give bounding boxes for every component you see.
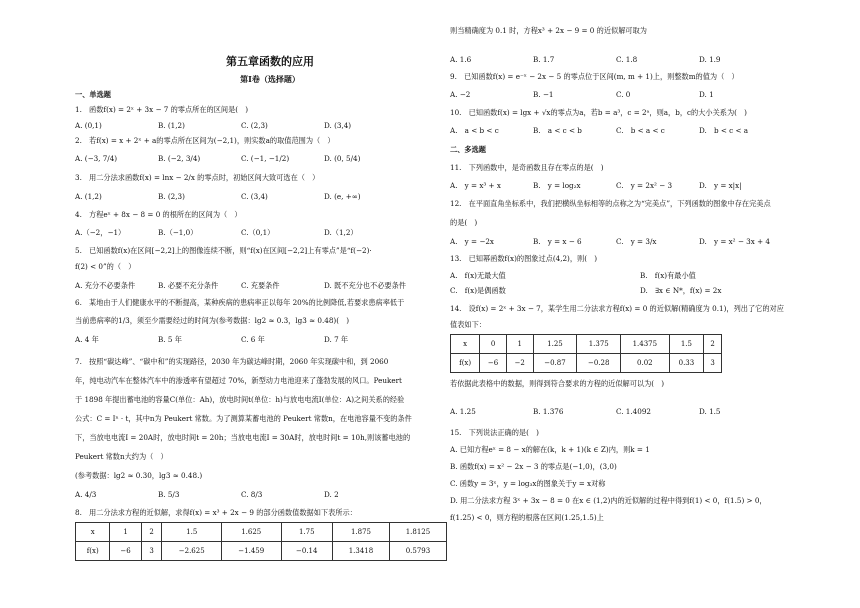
table-row <box>76 523 447 542</box>
table-cell: 1.875 <box>332 523 389 542</box>
question-5-line-1: 5. 已知函数f(x)在区间[−2,2]上的图像连续不断，则“f(x)在区间[−2,2]上有零点”是“f(−2)· <box>75 246 372 255</box>
table-cell: −0.87 <box>533 354 577 373</box>
table-cell: 0 <box>480 335 507 354</box>
question-8: 8. 用二分法求方程的近似解，求得f(x) = x³ + 2x − 9 的部分函数值数据如下表所示： <box>75 508 357 517</box>
question-5-line-2: f(2) < 0”的（ ） <box>75 262 136 271</box>
option: B. 函数f(x) = x² − 2x − 3 的零点是(−1,0)，(3,0) <box>450 462 617 471</box>
question-14-line-1: 14. 设f(x) = 2ˣ + 3x − 7，某学生用二分法求方程f(x) = 0 的近似解(精确度为 0.1)，列出了它的对应 <box>450 304 784 313</box>
question-4-options <box>75 228 465 238</box>
option: D. 1.9 <box>699 55 721 64</box>
option: D.（1,2） <box>324 228 358 237</box>
question-7-line-6: Peukert 常数n大约为（ ） <box>75 452 168 461</box>
question-7-line-3: 于 1898 年提出蓄电池的容量C(单位：Ah)，放电时间t(单位：h)与放电电流I(单位：A)之间关系的经验 <box>75 395 405 404</box>
question-4: 4. 方程eˣ + 8x − 8 = 0 的根所在的区间为（ ） <box>75 210 242 219</box>
option: A. −2 <box>450 90 471 99</box>
question-13-options <box>450 271 840 301</box>
option: A. y = x³ + x <box>450 181 501 190</box>
question-14 <box>450 304 840 330</box>
option: C. 1.8 <box>616 55 638 64</box>
option: B. a < c < b <box>533 126 582 135</box>
option: D. b < c < a <box>699 126 749 135</box>
question-7-ref: (参考数据：lg2 ≈ 0.30，lg3 ≈ 0.48.) <box>75 471 203 480</box>
table-cell: 1.25 <box>533 335 577 354</box>
question-15-stem: 15. 下列说法正确的是( ) <box>450 428 539 437</box>
table-row <box>76 542 447 561</box>
option: C. y = 2x² − 3 <box>616 181 673 190</box>
question-8-continued: 则当精确度为 0.1 时，方程x³ + 2x − 9 = 0 的近似解可取为 <box>450 26 647 35</box>
option: A. 4/3 <box>75 490 97 499</box>
option: D. (e, +∞) <box>324 192 361 201</box>
table-cell: 1.5 <box>162 523 222 542</box>
page-title: 第五章函数的应用 <box>226 55 314 68</box>
table-cell: 1.75 <box>281 523 332 542</box>
question-11: 11. 下列函数中，是奇函数且存在零点的是( ) <box>450 163 604 172</box>
question-8-options <box>450 55 840 65</box>
option: C.（0,1） <box>241 228 275 237</box>
question-1-options <box>75 121 465 131</box>
option: C. y = 3/x <box>616 237 657 246</box>
table-cell: 0.5793 <box>389 542 446 561</box>
table-cell: 3 <box>141 542 162 561</box>
question-3: 3. 用二分法求函数f(x) = lnx − 2/x 的零点时，初始区间大致可选在（ ） <box>75 173 320 182</box>
option: D. ∃x ∈ N*，f(x) = 2x <box>640 286 722 295</box>
option: C. 6 年 <box>241 335 265 344</box>
option: C. 充要条件 <box>241 281 280 290</box>
table-cell: −0.14 <box>281 542 332 561</box>
option: D. (0, 5/4) <box>324 154 361 163</box>
option: C. b < a < c <box>616 126 665 135</box>
page-subtitle: 第I卷（选择题） <box>240 74 300 84</box>
option: B. 5/3 <box>158 490 180 499</box>
table-cell: −6 <box>110 542 141 561</box>
option: A.（−2，−1） <box>75 228 126 237</box>
question-14-line-2: 值表如下： <box>450 320 486 329</box>
question-9: 9. 已知函数f(x) = e⁻ˣ − 2x − 5 的零点位于区间(m, m + 1)上，则整数m的值为（ ） <box>450 72 739 81</box>
question-3-options <box>75 192 465 202</box>
option: D. (3,4) <box>324 121 352 130</box>
option: D. 用二分法求方程 3ˣ + 3x − 8 = 0 在x ∈ (1,2)内的近似解的过程中得到f(1) < 0，f(1.5) > 0， <box>450 496 767 505</box>
table-cell: 1.375 <box>577 335 621 354</box>
table-cell: x <box>451 335 480 354</box>
table-cell: 1.4375 <box>621 335 669 354</box>
question-6 <box>75 298 465 326</box>
question-8-table <box>75 522 447 561</box>
table-cell: −2.625 <box>162 542 222 561</box>
question-14-prompt: 若依据此表格中的数据，则得到符合要求的方程的近似解可以为( ) <box>450 379 665 388</box>
table-cell: 3 <box>704 354 722 373</box>
option: C. (−1, −1/2) <box>241 154 290 163</box>
option: B. (1,2) <box>158 121 185 130</box>
question-7 <box>75 352 465 485</box>
option: B. y = log₂x <box>533 181 581 190</box>
option: A. 已知方程eˣ = 8 − x的解在(k，k + 1)(k ∈ Z)内，则k = 1 <box>450 445 650 454</box>
option: B. 1.376 <box>533 407 564 416</box>
question-5-options <box>75 281 465 291</box>
question-1: 1. 函数f(x) = 2ˣ + 3x − 7 的零点所在的区间是( ) <box>75 105 249 114</box>
table-cell: 0.33 <box>669 354 704 373</box>
section-multiple-choice: 二、多选题 <box>450 145 486 154</box>
table-cell: −6 <box>480 354 507 373</box>
question-2-options <box>75 154 465 164</box>
question-7-line-2: 年，纯电动汽车在整体汽车中的渗透率有望超过 70%，新型动力电池迎来了蓬勃发展的风口。Peukert <box>75 376 402 385</box>
question-11-options <box>450 181 840 191</box>
question-14-table <box>450 334 722 373</box>
option: D. 1 <box>699 90 714 99</box>
option: B. −1 <box>533 90 554 99</box>
question-6-line-2: 当前患病率的1/3，须至少需要经过的时间为(参考数据：lg2 ≈ 0.3，lg3 ≈ 0.48)( ) <box>75 316 350 325</box>
question-15 <box>450 424 840 526</box>
question-7-options <box>75 490 465 500</box>
table-cell: −2 <box>506 354 533 373</box>
table-cell: 1 <box>110 523 141 542</box>
question-6-options <box>75 335 465 345</box>
table-cell: 2 <box>141 523 162 542</box>
option: B.（−1,0） <box>158 228 198 237</box>
option: A. 1.25 <box>450 407 476 416</box>
question-9-options <box>450 90 840 100</box>
option: A. (1,2) <box>75 192 102 201</box>
option: D. 1.5 <box>699 407 721 416</box>
option: A. (0,1) <box>75 121 102 130</box>
question-7-line-1: 7. 按照“碳达峰”、“碳中和”的实现路径，2030 年为碳达峰时期，2060 年实现碳中和，到 2060 <box>75 357 389 366</box>
table-cell: 2 <box>704 335 722 354</box>
table-cell: f(x) <box>76 542 110 561</box>
option: A. y = −2x <box>450 237 494 246</box>
option: D. y = x|x| <box>699 181 742 190</box>
question-10: 10. 已知函数f(x) = lgx + √x的零点为a，若b = a³，c = 2ᵃ，则a，b，c的大小关系为( ) <box>450 108 747 117</box>
question-12-options <box>450 237 840 247</box>
table-cell: −0.28 <box>577 354 621 373</box>
question-7-line-4: 公式：C = Iⁿ · t，其中n为 Peukert 常数。为了测算某蓄电池的 Peukert 常数n，在电池容量不变的条件 <box>75 414 412 423</box>
option: D. 既不充分也不必要条件 <box>324 281 406 290</box>
table-cell: −1.459 <box>221 542 281 561</box>
option: B. (2,3) <box>158 192 185 201</box>
question-5 <box>75 246 465 272</box>
table-row <box>451 354 722 373</box>
option: B. (−2, 3/4) <box>158 154 201 163</box>
question-14-options <box>450 407 840 417</box>
table-cell: 1 <box>506 335 533 354</box>
option: B. 1.7 <box>533 55 555 64</box>
question-12-line-2: 的是( ) <box>450 218 478 227</box>
option: B. 必要不充分条件 <box>158 281 219 290</box>
option: A. 1.6 <box>450 55 472 64</box>
option: D. 2 <box>324 490 339 499</box>
question-13: 13. 已知幂函数f(x)的图象过点(4,2)，则( ) <box>450 254 598 263</box>
table-cell: 1.3418 <box>332 542 389 561</box>
question-12 <box>450 199 840 228</box>
section-single-choice: 一、单选题 <box>75 90 111 99</box>
question-6-line-1: 6. 某地由于人们健康水平的不断提高，某种疾病的患病率正以每年 20%的比例降低,若要求患病率低于 <box>75 298 405 307</box>
option: C. (2,3) <box>241 121 268 130</box>
option: C. f(x)是偶函数 <box>450 286 506 295</box>
option-continued: f(1.25) < 0，则方程的根落在区间(1.25,1.5)上 <box>450 513 604 522</box>
table-cell: 0.02 <box>621 354 669 373</box>
option: C. (3,4) <box>241 192 268 201</box>
question-10-options <box>450 126 840 136</box>
question-2: 2. 若f(x) = x + 2ˣ + a的零点所在区间为(−2,1)，则实数a的取值范围为（ ） <box>75 136 335 145</box>
table-cell: 1.8125 <box>389 523 446 542</box>
left-column <box>75 0 465 561</box>
option: A. a < b < c <box>450 126 499 135</box>
option: C. 1.4092 <box>616 407 651 416</box>
table-row <box>451 335 722 354</box>
option: A. f(x)无最大值 <box>450 271 506 280</box>
option: D. y = x² − 3x + 4 <box>699 237 770 246</box>
question-12-line-1: 12. 在平面直角坐标系中，我们把横纵坐标相等的点称之为“完美点”，下列函数的图象中存在完美点 <box>450 199 771 208</box>
option: B. 5 年 <box>158 335 182 344</box>
option: C. 8/3 <box>241 490 263 499</box>
right-column <box>450 0 840 526</box>
option: A. 4 年 <box>75 335 99 344</box>
option: C. 函数y = 3ˣ，y = log₃x的图象关于y = x对称 <box>450 479 606 488</box>
option: A. 充分不必要条件 <box>75 281 136 290</box>
option: A. (−3, 7/4) <box>75 154 118 163</box>
table-cell: 1.5 <box>669 335 704 354</box>
question-7-line-5: 下，当放电电流I = 20A时，放电时间t = 20h；当放电电流I = 30A时，放电时间t = 10h,则该蓄电池的 <box>75 433 411 442</box>
option: C. 0 <box>616 90 631 99</box>
table-cell: f(x) <box>451 354 480 373</box>
table-cell: 1.625 <box>221 523 281 542</box>
option: B. f(x)有最小值 <box>640 271 696 280</box>
option: D. 7 年 <box>324 335 349 344</box>
option: B. y = x − 6 <box>533 237 582 246</box>
table-cell: x <box>76 523 110 542</box>
